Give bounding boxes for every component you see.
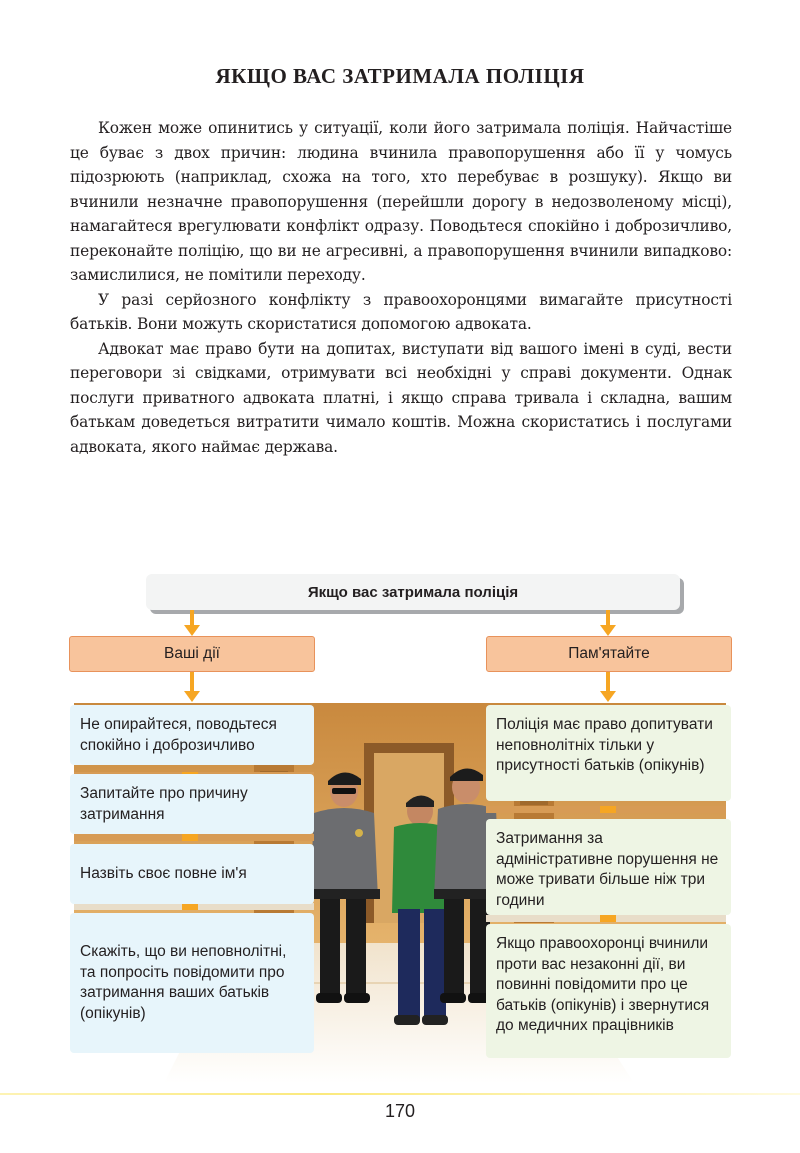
action-card: Назвіть своє повне ім'я [70, 844, 314, 904]
action-card: Скажіть, що ви неповнолітні, та попросіть повідомити про затримання ваших батьків (опікунів) [70, 913, 314, 1053]
body-text [70, 116, 732, 459]
arrow-down-icon [600, 672, 616, 702]
arrow-down-icon [600, 610, 616, 636]
detention-scheme [0, 560, 800, 1070]
page-number: 170 [384, 1101, 416, 1121]
page-title: ЯКЩО ВАС ЗАТРИМАЛА ПОЛІЦІЯ [215, 64, 585, 88]
remember-card: Затримання за адміністративне порушення не може тривати більше ніж три години [486, 819, 731, 915]
paragraph: У разі серйозного конфлікту з правоохоронцями вимагайте присутності батьків. Вони можуть скористатися допомогою адвоката. [70, 290, 732, 333]
footer-divider [0, 1093, 800, 1095]
arrow-down-icon [184, 672, 200, 702]
action-card: Запитайте про причину затримання [70, 774, 314, 834]
action-card: Не опирайтеся, поводьтеся спокійно і доброзичливо [70, 705, 314, 765]
paragraph: Адвокат має право бути на допитах, виступати від вашого імені в суді, вести переговори зі свідками, отримувати всі необхідні у справі документи. Однак послуги приватного адвоката платні, і якщо справа тривала і складна, вашим батькам доведеться витратити чимало коштів. Можна скористатись і послугами адвоката, якого наймає держава. [70, 339, 732, 456]
remember-card: Якщо правоохоронці вчинили проти вас незаконні дії, ви повинні повідомити про це батьків (опікунів) і звернутися до медичних працівників [486, 924, 731, 1058]
remember-card: Поліція має право допитувати неповнолітніх тільки у присутності батьків (опікунів) [486, 705, 731, 801]
remember-title: Пам'ятайте [486, 636, 732, 672]
scheme-header: Якщо вас затримала поліція [146, 574, 680, 610]
arrow-down-icon [184, 610, 200, 636]
your-actions-title: Ваші дії [69, 636, 315, 672]
paragraph: Кожен може опинитись у ситуації, коли його затримала поліція. Найчастіше це буває з двох причин: людина вчинила правопорушення або її у чомусь підозрюють (наприклад, схожа на того, хто перебуває в розшуку). Якщо ви вчинили незначне правопорушення (перейшли дорогу в недозволеному місці), намагайтеся врегулювати конфлікт одразу. Поводьтеся спокійно і доброзичливо, переконайте поліцію, що ви не агресивні, а правопорушення вчинили випадково: замислилися, не помітили переходу. [70, 119, 732, 284]
